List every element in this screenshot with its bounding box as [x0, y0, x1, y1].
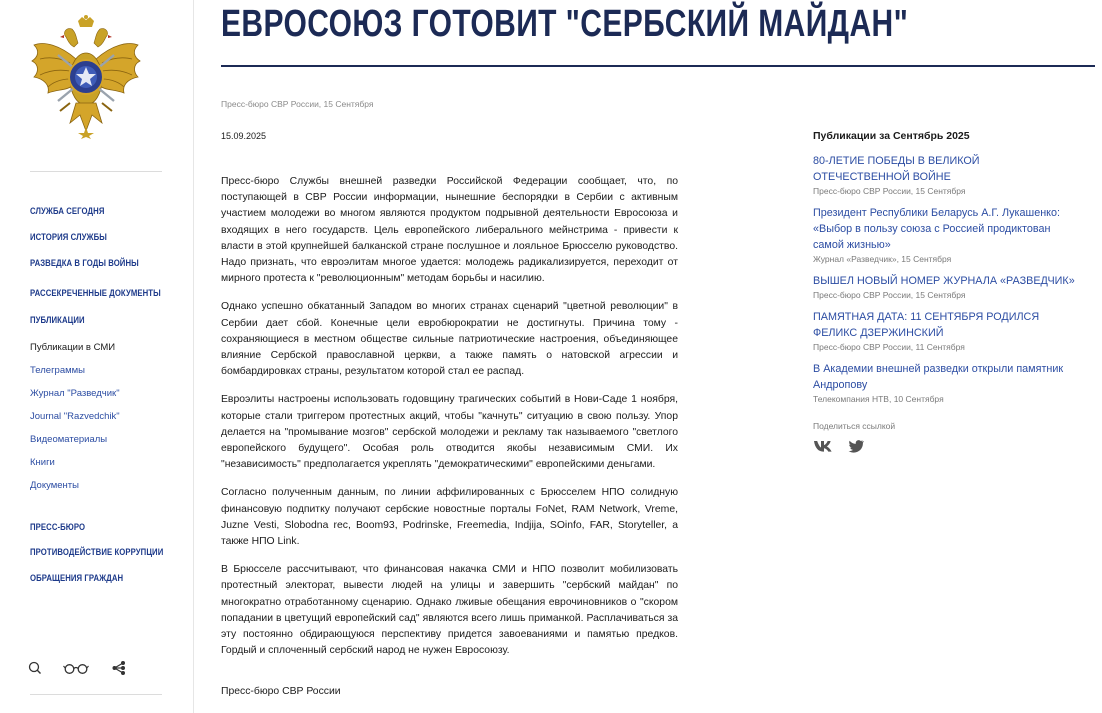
nav-sluzhba-segodnya[interactable]: СЛУЖБА СЕГОДНЯ — [30, 206, 105, 216]
title-divider — [221, 65, 1095, 67]
share-buttons — [813, 439, 1075, 459]
nav-protivodeystvie-korrupcii[interactable]: ПРОТИВОДЕЙСТВИЕ КОРРУПЦИИ — [30, 547, 164, 557]
related-item — [813, 153, 1075, 196]
article-paragraph: Согласно полученным данным, по линии аффилированных с Брюсселем НПО солидную финансовую подпитку получают сербские новостные порталы FoNet, RAM Network, Vreme, Juzne Vesti, Slobodna rec, Boom93, Podrinske, Freemedia, Indjija, SOinfo, FAR, Storyteller, а также НПО Link. — [221, 487, 678, 548]
related-heading: Публикации за Сентябрь 2025 — [813, 130, 970, 142]
sidebar-bottom-divider — [30, 694, 162, 695]
related-item — [813, 361, 1075, 404]
search-icon[interactable] — [28, 660, 42, 681]
nav-press-byuro[interactable]: ПРЕСС-БЮРО — [30, 522, 86, 532]
nav-istoriya-sluzhby[interactable]: ИСТОРИЯ СЛУЖБЫ — [30, 232, 107, 242]
related-item-link[interactable]: ПАМЯТНАЯ ДАТА: 11 СЕНТЯБРЯ РОДИЛСЯ ФЕЛИКС ДЗЕРЖИНСКИЙ — [813, 311, 1040, 339]
nav-telegrammy[interactable]: Телеграммы — [30, 365, 85, 376]
double-headed-eagle-icon — [30, 15, 142, 139]
related-item — [813, 309, 1075, 352]
nav-rassekrechennye-dokumenty[interactable]: РАССЕКРЕЧЕННЫЕ ДОКУМЕНТЫ — [30, 288, 161, 298]
nav-publikacii[interactable]: ПУБЛИКАЦИИ — [30, 315, 85, 325]
related-publications — [813, 130, 1075, 459]
related-item-link[interactable]: Президент Республики Беларусь А.Г. Лукашенко: «Выбор в пользу союза с Россией продиктован самой жизнью» — [813, 207, 1061, 251]
share-label: Поделиться ссылкой — [813, 421, 896, 431]
related-item-link[interactable]: 80-ЛЕТИЕ ПОБЕДЫ В ВЕЛИКОЙ ОТЕЧЕСТВЕННОЙ ВОЙНЕ — [813, 155, 980, 183]
nav-videomaterialy[interactable]: Видеоматериалы — [30, 434, 108, 445]
related-item-source: Телекомпания НТВ, 10 Сентября — [813, 394, 944, 404]
twitter-icon[interactable] — [848, 439, 864, 458]
svr-emblem-logo[interactable] — [30, 15, 142, 139]
related-item-link[interactable]: ВЫШЕЛ НОВЫЙ НОМЕР ЖУРНАЛА «РАЗВЕДЧИК» — [813, 275, 1075, 287]
nav-razvedka-v-gody-voyny[interactable]: РАЗВЕДКА В ГОДЫ ВОЙНЫ — [30, 258, 139, 268]
related-item-source: Журнал «Разведчик», 15 Сентября — [813, 254, 952, 264]
nav-obrashcheniya-grazhdan[interactable]: ОБРАЩЕНИЯ ГРАЖДАН — [30, 573, 124, 583]
related-item — [813, 205, 1075, 264]
article-body — [221, 174, 678, 671]
nav-dokumenty[interactable]: Документы — [30, 480, 79, 491]
article-paragraph: Однако успешно обкатанный Западом во многих странах сценарий "цветной революции" в Сербии дает сбой. Конечные цели евробюрократии не достигнуты. Причина тому - сохраняющиеся в местном обществе сильные патриотические настроения, объединяющее влияние Сербской православной церкви, а также память о натовской агрессии и бомбардировках страны, результатом которой стал ее распад. — [221, 301, 678, 378]
related-item — [813, 273, 1075, 300]
vk-icon[interactable] — [813, 439, 833, 458]
sidebar — [0, 0, 194, 713]
nav-publikacii-v-smi[interactable]: Публикации в СМИ — [30, 342, 116, 353]
article-paragraph: В Брюсселе рассчитывают, что финансовая накачка СМИ и НПО позволит мобилизовать протестный электорат, вывести людей на улицы и завершить "сербский майдан" по многократно отработанному сценарию. Однако лживые обещания еврочиновников о "скором попадании в цветущий европейский сад" являются всего лишь приманкой. Расплачиваться за эту постоянно обдирающуюся перспективу придется завоеваниями и памятью предков. Гордый и сплоченный сербский народ не нужен Евросоюзу. — [221, 564, 678, 657]
related-item-link[interactable]: В Академии внешней разведки открыли памятник Андропову — [813, 363, 1064, 391]
related-item-source: Пресс-бюро СВР России, 15 Сентября — [813, 186, 966, 196]
article-paragraph: Евроэлиты настроены использовать годовщину трагических событий в Нови-Саде 1 ноября, которые стали триггером протестных акций, чтобы "качнуть" ситуацию в свою пользу. Упор делается на "промывание мозгов" сербской молодежи и рекламу так называемого "светлого европейского будущего". Особая роль отводится якобы независимым СМИ. Их "независимость" предполагается укреплять "демократическими" европейскими деньгами. — [221, 394, 678, 471]
article-date: 15.09.2025 — [221, 131, 267, 141]
related-item-source: Пресс-бюро СВР России, 11 Сентября — [813, 342, 965, 352]
article-source: Пресс-бюро СВР России, 15 Сентября — [221, 99, 374, 109]
nav-journal-razvedchik[interactable]: Journal "Razvedchik" — [30, 411, 120, 422]
article-paragraph: Пресс-бюро Службы внешней разведки Российской Федерации сообщает, что, по поступающей в СВР России информации, нынешние беспорядки в Сербии с активным участием молодежи во многом являются продуктом подрывной деятельности Евросоюза и входящих в него государств. Цель европейского либерального мейнстрима - привести к власти в этой крупнейшей балканской стране послушное и лояльное Брюсселю руководство. Надо признать, что евроэлитам многое удается: молодежь радикализируется, переходит от мирного протеста к "революционным" методам борьбы и насилию. — [221, 176, 678, 285]
article-title: ЕВРОСОЮЗ ГОТОВИТ "СЕРБСКИЙ МАЙДАН" — [221, 3, 909, 45]
sidebar-divider — [30, 171, 162, 172]
nav-knigi[interactable]: Книги — [30, 457, 55, 468]
article-signature: Пресс-бюро СВР России — [221, 686, 341, 697]
glasses-icon[interactable] — [63, 660, 89, 681]
related-item-source: Пресс-бюро СВР России, 15 Сентября — [813, 290, 966, 300]
nav-zhurnal-razvedchik[interactable]: Журнал "Разведчик" — [30, 388, 120, 399]
share-icon[interactable] — [112, 660, 126, 681]
